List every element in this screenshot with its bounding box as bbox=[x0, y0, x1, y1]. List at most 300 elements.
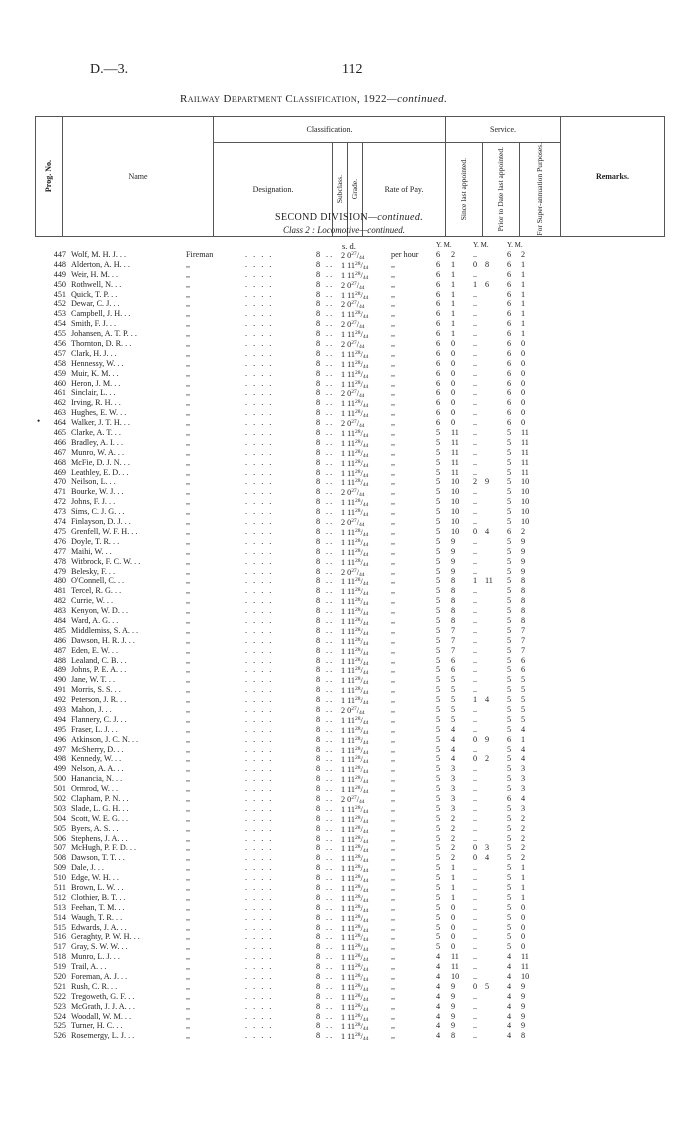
rate-unit: ,, bbox=[391, 586, 396, 596]
leader-dots: . . bbox=[326, 437, 333, 447]
since-months: 3 bbox=[451, 793, 456, 803]
since-months: 10 bbox=[451, 507, 460, 517]
leader-dots: . . bbox=[326, 665, 333, 675]
prior-years: .. bbox=[473, 408, 478, 418]
leader-dots: . . . . bbox=[245, 309, 274, 319]
leader-dots: . . bbox=[326, 566, 333, 576]
employee-name: Lealand, C. B. . . bbox=[71, 655, 127, 665]
super-months: 10 bbox=[521, 477, 530, 487]
leader-dots: . . . . bbox=[245, 942, 274, 952]
rate-unit: ,, bbox=[391, 259, 396, 269]
subclass: 8 bbox=[316, 1031, 321, 1041]
prog-no: 494 bbox=[53, 714, 66, 724]
prior-years: .. bbox=[473, 358, 478, 368]
rate-of-pay: 1 $11^{28}/_{44}$ bbox=[341, 913, 369, 924]
leader-dots: . . . . bbox=[245, 408, 274, 418]
prog-no: 508 bbox=[53, 853, 66, 863]
rate-unit: ,, bbox=[391, 764, 396, 774]
prior-years: .. bbox=[473, 368, 478, 378]
prog-no: 522 bbox=[53, 991, 66, 1001]
table-row bbox=[0, 547, 700, 557]
classification-header: Classification. bbox=[214, 117, 446, 143]
prior-years: .. bbox=[473, 507, 478, 517]
rate-of-pay: 1 $11^{28}/_{44}$ bbox=[341, 616, 369, 627]
super-months: 1 bbox=[521, 269, 526, 279]
employee-name: Quick, T. P. . . bbox=[71, 289, 118, 299]
designation: ,, bbox=[186, 952, 191, 962]
super-months: 3 bbox=[521, 784, 526, 794]
prior-months: 4 bbox=[485, 526, 490, 536]
since-months: 5 bbox=[451, 675, 456, 685]
super-years: 5 bbox=[507, 784, 512, 794]
super-years: 6 bbox=[507, 388, 512, 398]
since-years: 5 bbox=[436, 447, 441, 457]
employee-name: Atkinson, J. C. N. . . bbox=[71, 734, 139, 744]
super-months: 9 bbox=[521, 981, 526, 991]
employee-name: Clapham, P. N. . . bbox=[71, 793, 129, 803]
employee-name: Hennessy, W. . . bbox=[71, 358, 124, 368]
super-years: 6 bbox=[507, 259, 512, 269]
leader-dots: . . . . bbox=[245, 665, 274, 675]
subclass: 8 bbox=[316, 754, 321, 764]
rate-of-pay: 2 $0^{27}/_{44}$ bbox=[341, 389, 365, 400]
employee-name: Slade, L. G. H. . . bbox=[71, 803, 129, 813]
employee-name: Feehan, T. M. . . bbox=[71, 902, 125, 912]
leader-dots: . . . . bbox=[245, 250, 274, 259]
subclass: 8 bbox=[316, 279, 321, 289]
super-years: 5 bbox=[507, 833, 512, 843]
since-years: 5 bbox=[436, 665, 441, 675]
leader-dots: . . bbox=[326, 724, 333, 734]
prog-no: 507 bbox=[53, 843, 66, 853]
leader-dots: . . . . bbox=[245, 477, 274, 487]
super-months: 5 bbox=[521, 675, 526, 685]
super-years: 6 bbox=[507, 526, 512, 536]
since-months: 10 bbox=[451, 477, 460, 487]
leader-dots: . . bbox=[326, 477, 333, 487]
table-row bbox=[0, 250, 700, 260]
super-years: 4 bbox=[507, 981, 512, 991]
rate-of-pay: 1 $11^{28}/_{44}$ bbox=[341, 943, 369, 954]
prior-years: .. bbox=[473, 319, 478, 329]
designation: ,, bbox=[186, 892, 191, 902]
prog-no: 464 bbox=[53, 418, 66, 428]
designation: ,, bbox=[186, 843, 191, 853]
prior-years: .. bbox=[473, 793, 478, 803]
leader-dots: . . . . bbox=[245, 447, 274, 457]
prior-years: .. bbox=[473, 833, 478, 843]
prior-years: .. bbox=[473, 536, 478, 546]
leader-dots: . . bbox=[326, 259, 333, 269]
designation: ,, bbox=[186, 606, 191, 616]
designation: ,, bbox=[186, 714, 191, 724]
employee-name: Foreman, A. J. . . bbox=[71, 972, 128, 982]
prog-no: 450 bbox=[53, 279, 66, 289]
prior-years: .. bbox=[473, 675, 478, 685]
rate-unit: ,, bbox=[391, 1011, 396, 1021]
designation: ,, bbox=[186, 348, 191, 358]
prior-years: .. bbox=[473, 457, 478, 467]
leader-dots: . . bbox=[326, 418, 333, 428]
table-row bbox=[0, 843, 700, 853]
employee-name: Flannery, C. J. . . bbox=[71, 714, 127, 724]
table-row bbox=[0, 290, 700, 300]
rate-unit: ,, bbox=[391, 635, 396, 645]
prog-no: 455 bbox=[53, 329, 66, 339]
designation: ,, bbox=[186, 635, 191, 645]
rate-unit: ,, bbox=[391, 279, 396, 289]
leader-dots: . . bbox=[326, 329, 333, 339]
since-months: 10 bbox=[451, 526, 460, 536]
rate-unit: ,, bbox=[391, 784, 396, 794]
subclass: 8 bbox=[316, 873, 321, 883]
table-row bbox=[0, 477, 700, 487]
designation: ,, bbox=[186, 695, 191, 705]
designation: ,, bbox=[186, 339, 191, 349]
prog-no: 506 bbox=[53, 833, 66, 843]
rate-unit: ,, bbox=[391, 358, 396, 368]
super-months: 1 bbox=[521, 734, 526, 744]
super-months: 5 bbox=[521, 695, 526, 705]
table-row bbox=[0, 418, 700, 428]
table-row bbox=[0, 665, 700, 675]
leader-dots: . . bbox=[326, 942, 333, 952]
since-years: 5 bbox=[436, 685, 441, 695]
employee-name: Gray, S. W. W. . . bbox=[71, 942, 128, 952]
rate-unit: ,, bbox=[391, 932, 396, 942]
rate-of-pay: 1 $11^{28}/_{44}$ bbox=[341, 557, 369, 568]
prior-years: .. bbox=[473, 873, 478, 883]
since-months: 0 bbox=[451, 358, 456, 368]
super-years: 5 bbox=[507, 774, 512, 784]
rate-unit: ,, bbox=[391, 447, 396, 457]
since-years: 5 bbox=[436, 477, 441, 487]
prior-years: .. bbox=[473, 942, 478, 952]
designation: ,, bbox=[186, 1031, 191, 1041]
since-years: 5 bbox=[436, 734, 441, 744]
superannuation-header: For Super-annuation Purposes. bbox=[520, 143, 561, 237]
super-years: 5 bbox=[507, 428, 512, 438]
prog-no: 477 bbox=[53, 546, 66, 556]
designation: ,, bbox=[186, 833, 191, 843]
prior-years: .. bbox=[473, 685, 478, 695]
employee-name: Edwards, J. A. . . bbox=[71, 922, 127, 932]
leader-dots: . . bbox=[326, 507, 333, 517]
super-years: 5 bbox=[507, 487, 512, 497]
rate-unit: ,, bbox=[391, 625, 396, 635]
prog-no: 468 bbox=[53, 457, 66, 467]
prog-no: 465 bbox=[53, 428, 66, 438]
designation: ,, bbox=[186, 734, 191, 744]
employee-name: Kenyon, W. D. . . bbox=[71, 606, 129, 616]
since-years: 4 bbox=[436, 972, 441, 982]
super-months: 6 bbox=[521, 655, 526, 665]
since-years: 5 bbox=[436, 507, 441, 517]
leader-dots: . . bbox=[326, 299, 333, 309]
super-months: 10 bbox=[521, 497, 530, 507]
prog-no: 470 bbox=[53, 477, 66, 487]
super-months: 9 bbox=[521, 556, 526, 566]
leader-dots: . . . . bbox=[245, 358, 274, 368]
margin-dot: • bbox=[37, 416, 41, 426]
table-row bbox=[0, 369, 700, 379]
subclass: 8 bbox=[316, 764, 321, 774]
employee-name: Eden, E. W. . . bbox=[71, 645, 119, 655]
leader-dots: . . . . bbox=[245, 546, 274, 556]
leader-dots: . . . . bbox=[245, 269, 274, 279]
leader-dots: . . . . bbox=[245, 863, 274, 873]
prog-no: 458 bbox=[53, 358, 66, 368]
subclass: 8 bbox=[316, 744, 321, 754]
rate-unit: ,, bbox=[391, 902, 396, 912]
since-years: 5 bbox=[436, 764, 441, 774]
leader-dots: . . . . bbox=[245, 655, 274, 665]
employee-name: Dewar, C. J. . . bbox=[71, 299, 120, 309]
leader-dots: . . bbox=[326, 764, 333, 774]
employee-name: Morris, S. S. . . bbox=[71, 685, 121, 695]
designation: ,, bbox=[186, 962, 191, 972]
rate-unit: ,, bbox=[391, 833, 396, 843]
rate-of-pay: 1 $11^{28}/_{44}$ bbox=[341, 824, 369, 835]
rate-unit: ,, bbox=[391, 368, 396, 378]
leader-dots: . . . . bbox=[245, 319, 274, 329]
super-years: 4 bbox=[507, 1011, 512, 1021]
since-years: 5 bbox=[436, 744, 441, 754]
service-header: Service. bbox=[446, 117, 561, 143]
since-years: 5 bbox=[436, 813, 441, 823]
table-row bbox=[0, 735, 700, 745]
prior-years: .. bbox=[473, 487, 478, 497]
rate-of-pay: 1 $11^{28}/_{44}$ bbox=[341, 547, 369, 558]
leader-dots: . . bbox=[326, 853, 333, 863]
leader-dots: . . . . bbox=[245, 972, 274, 982]
rate-of-pay: 1 $11^{28}/_{44}$ bbox=[341, 359, 369, 370]
since-years: 6 bbox=[436, 339, 441, 349]
prior-years: .. bbox=[473, 863, 478, 873]
employee-name: Munro, L. J. . . bbox=[71, 952, 120, 962]
super-months: 0 bbox=[521, 378, 526, 388]
prior-years: .. bbox=[473, 704, 478, 714]
employee-name: Tregoweth, G. F. . . bbox=[71, 991, 135, 1001]
table-row bbox=[0, 804, 700, 814]
rate-unit: ,, bbox=[391, 418, 396, 428]
rate-unit: ,, bbox=[391, 883, 396, 892]
prior-years: .. bbox=[473, 339, 478, 349]
leader-dots: . . bbox=[326, 863, 333, 873]
prog-no: 448 bbox=[53, 259, 66, 269]
leader-dots: . . . . bbox=[245, 764, 274, 774]
subclass: 8 bbox=[316, 981, 321, 991]
rate-of-pay: 1 $11^{28}/_{44}$ bbox=[341, 676, 369, 687]
subclass: 8 bbox=[316, 972, 321, 982]
super-months: 0 bbox=[521, 922, 526, 932]
since-years: 5 bbox=[436, 556, 441, 566]
super-months: 11 bbox=[521, 437, 529, 447]
since-years: 5 bbox=[436, 784, 441, 794]
prior-years: .. bbox=[473, 269, 478, 279]
table-row bbox=[0, 893, 700, 903]
super-years: 5 bbox=[507, 606, 512, 616]
employee-name: Hughes, E. W. . . bbox=[71, 408, 127, 418]
prior-years: .. bbox=[473, 1021, 478, 1031]
leader-dots: . . . . bbox=[245, 606, 274, 616]
designation: ,, bbox=[186, 497, 191, 507]
since-appointed-header: Since last appointed. bbox=[446, 143, 483, 237]
rate-of-pay: 1 $11^{28}/_{44}$ bbox=[341, 785, 369, 796]
prior-years: .. bbox=[473, 388, 478, 398]
since-years: 5 bbox=[436, 625, 441, 635]
designation: ,, bbox=[186, 279, 191, 289]
designation: ,, bbox=[186, 428, 191, 438]
rate-unit: ,, bbox=[391, 576, 396, 586]
since-months: 1 bbox=[451, 289, 456, 299]
designation: ,, bbox=[186, 1021, 191, 1031]
since-months: 2 bbox=[451, 823, 456, 833]
employee-name: Belesky, F. . . bbox=[71, 566, 116, 576]
table-row bbox=[0, 863, 700, 873]
designation: ,, bbox=[186, 319, 191, 329]
super-years: 6 bbox=[507, 269, 512, 279]
designation: ,, bbox=[186, 507, 191, 517]
designation: ,, bbox=[186, 704, 191, 714]
designation: ,, bbox=[186, 902, 191, 912]
table-row bbox=[0, 1021, 700, 1031]
employee-name: Rosemergy, L. J. . . bbox=[71, 1031, 135, 1041]
table-row bbox=[0, 942, 700, 952]
leader-dots: . . . . bbox=[245, 833, 274, 843]
designation: Fireman bbox=[186, 250, 214, 259]
subclass: 8 bbox=[316, 1011, 321, 1021]
super-years: 6 bbox=[507, 329, 512, 339]
subclass: 8 bbox=[316, 566, 321, 576]
since-months: 8 bbox=[451, 606, 456, 616]
rate-unit: ,, bbox=[391, 843, 396, 853]
designation: ,, bbox=[186, 418, 191, 428]
ym-label-prior: Y. M. bbox=[473, 241, 489, 249]
prog-no: 472 bbox=[53, 497, 66, 507]
designation: ,, bbox=[186, 289, 191, 299]
since-years: 5 bbox=[436, 457, 441, 467]
since-years: 5 bbox=[436, 437, 441, 447]
rate-of-pay: 1 $11^{28}/_{44}$ bbox=[341, 330, 369, 341]
prog-no: 513 bbox=[53, 902, 66, 912]
prior-years: .. bbox=[473, 892, 478, 902]
subclass: 8 bbox=[316, 843, 321, 853]
super-years: 5 bbox=[507, 843, 512, 853]
employee-name: Middlemiss, S. A. . . bbox=[71, 625, 139, 635]
leader-dots: . . . . bbox=[245, 704, 274, 714]
rate-of-pay: 1 $11^{28}/_{44}$ bbox=[341, 438, 369, 449]
leader-dots: . . bbox=[326, 497, 333, 507]
super-years: 5 bbox=[507, 645, 512, 655]
designation: ,, bbox=[186, 447, 191, 457]
since-years: 6 bbox=[436, 378, 441, 388]
rate-of-pay: 2 $0^{27}/_{44}$ bbox=[341, 340, 365, 351]
super-years: 6 bbox=[507, 378, 512, 388]
since-years: 6 bbox=[436, 309, 441, 319]
subclass-header: Subclass. bbox=[333, 143, 348, 237]
rate-of-pay: 1 $11^{28}/_{44}$ bbox=[341, 686, 369, 697]
since-months: 4 bbox=[451, 734, 456, 744]
table-row bbox=[0, 982, 700, 992]
since-months: 1 bbox=[451, 892, 456, 902]
since-years: 6 bbox=[436, 319, 441, 329]
prog-no: 521 bbox=[53, 981, 66, 991]
employee-name: Grenfell, W. F. H. . . bbox=[71, 526, 138, 536]
since-years: 5 bbox=[436, 823, 441, 833]
rate-unit: ,, bbox=[391, 408, 396, 418]
super-months: 0 bbox=[521, 398, 526, 408]
designation: ,, bbox=[186, 991, 191, 1001]
since-years: 5 bbox=[436, 853, 441, 863]
table-row bbox=[0, 388, 700, 398]
prior-years: 1 bbox=[473, 279, 478, 289]
prog-no: 499 bbox=[53, 764, 66, 774]
table-row bbox=[0, 606, 700, 616]
rate-unit: ,, bbox=[391, 526, 396, 536]
leader-dots: . . bbox=[326, 358, 333, 368]
designation: ,, bbox=[186, 685, 191, 695]
leader-dots: . . . . bbox=[245, 289, 274, 299]
leader-dots: . . . . bbox=[245, 1031, 274, 1041]
employee-name: Byers, A. S. . . bbox=[71, 823, 119, 833]
since-months: 11 bbox=[451, 962, 459, 972]
since-years: 5 bbox=[436, 873, 441, 883]
employee-name: Thornton, D. R. . . bbox=[71, 339, 132, 349]
leader-dots: . . . . bbox=[245, 754, 274, 764]
leader-dots: . . . . bbox=[245, 902, 274, 912]
super-months: 3 bbox=[521, 803, 526, 813]
rate-unit: ,, bbox=[391, 813, 396, 823]
prog-no: 497 bbox=[53, 744, 66, 754]
super-years: 5 bbox=[507, 536, 512, 546]
designation: ,, bbox=[186, 586, 191, 596]
table-row bbox=[0, 507, 700, 517]
since-years: 5 bbox=[436, 932, 441, 942]
prior-years: .. bbox=[473, 823, 478, 833]
table-row bbox=[0, 932, 700, 942]
prior-years: .. bbox=[473, 428, 478, 438]
leader-dots: . . . . bbox=[245, 695, 274, 705]
prior-years: .. bbox=[473, 250, 478, 259]
designation: ,, bbox=[186, 576, 191, 586]
designation: ,, bbox=[186, 388, 191, 398]
rate-unit: ,, bbox=[391, 487, 396, 497]
table-row bbox=[0, 497, 700, 507]
leader-dots: . . . . bbox=[245, 853, 274, 863]
subclass: 8 bbox=[316, 457, 321, 467]
prior-years: .. bbox=[473, 378, 478, 388]
leader-dots: . . bbox=[326, 803, 333, 813]
super-months: 3 bbox=[521, 764, 526, 774]
since-years: 6 bbox=[436, 329, 441, 339]
prog-no: 484 bbox=[53, 615, 66, 625]
employee-name: Sinclair, L. . . bbox=[71, 388, 116, 398]
rate-of-pay: 1 $11^{28}/_{44}$ bbox=[341, 369, 369, 380]
super-months: 9 bbox=[521, 536, 526, 546]
leader-dots: . . . . bbox=[245, 981, 274, 991]
prog-no: 453 bbox=[53, 309, 66, 319]
prior-years: .. bbox=[473, 764, 478, 774]
prog-no: 493 bbox=[53, 704, 66, 714]
employee-name: Heron, J. M. . . bbox=[71, 378, 121, 388]
leader-dots: . . bbox=[326, 922, 333, 932]
subclass: 8 bbox=[316, 823, 321, 833]
since-years: 5 bbox=[436, 655, 441, 665]
leader-dots: . . bbox=[326, 962, 333, 972]
prog-no: 505 bbox=[53, 823, 66, 833]
employee-name: Woodall, W. M. . . bbox=[71, 1011, 132, 1021]
